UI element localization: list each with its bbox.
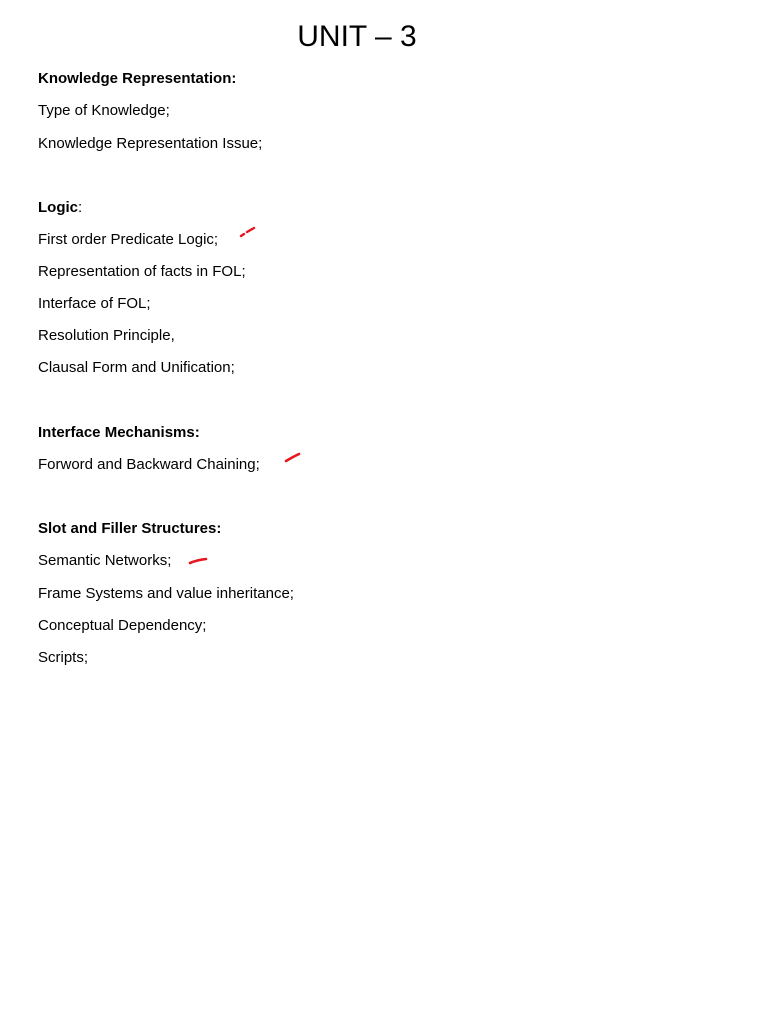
list-item-representation-of-facts: Representation of facts in FOL;	[38, 263, 246, 280]
list-item-semantic-networks: Semantic Networks;	[38, 552, 172, 569]
page-title: UNIT – 3	[297, 20, 417, 53]
list-item-interface-of-fol: Interface of FOL;	[38, 295, 151, 312]
list-item-resolution-principle: Resolution Principle,	[38, 327, 175, 344]
section-heading-logic-colon: :	[78, 199, 83, 216]
list-item-frame-systems: Frame Systems and value inheritance;	[38, 585, 294, 602]
list-item-first-order-predicate-logic: First order Predicate Logic;	[38, 231, 219, 248]
red-tick-mark-icon	[187, 555, 211, 567]
list-item-forward-backward-chaining: Forword and Backward Chaining;	[38, 456, 260, 473]
list-item-clausal-form: Clausal Form and Unification;	[38, 359, 235, 376]
list-item-kr-issue: Knowledge Representation Issue;	[38, 135, 263, 152]
section-heading-logic: Logic	[38, 199, 78, 216]
section-heading-slot-filler: Slot and Filler Structures:	[38, 520, 222, 537]
red-tick-mark-icon	[283, 451, 303, 465]
section-heading-logic-row	[38, 198, 82, 218]
red-tick-mark-icon	[238, 225, 258, 241]
section-heading-interface-mechanisms: Interface Mechanisms:	[38, 424, 200, 441]
section-heading-knowledge-representation: Knowledge Representation:	[38, 70, 237, 87]
list-item-conceptual-dependency: Conceptual Dependency;	[38, 617, 207, 634]
list-item-type-of-knowledge: Type of Knowledge;	[38, 102, 170, 119]
list-item-scripts: Scripts;	[38, 649, 89, 666]
